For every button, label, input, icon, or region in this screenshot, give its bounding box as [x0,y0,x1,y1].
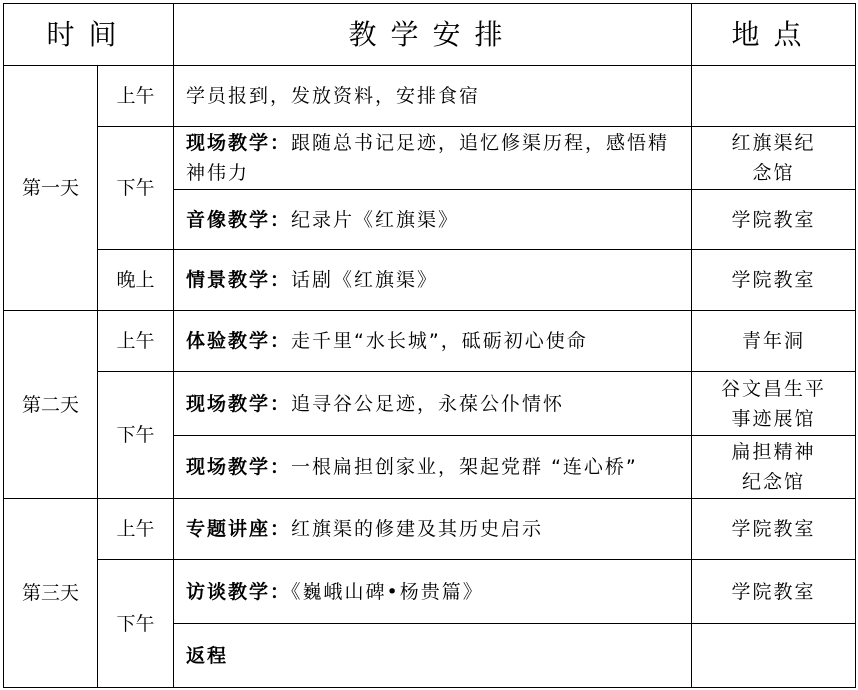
arrangement-label: 现场教学： [186,456,292,478]
day-cell: 第一天 [4,66,98,311]
arrangement-cell [174,127,692,190]
header-row [4,4,856,66]
arrangement-label: 音像教学： [186,208,292,231]
place-cell: 红旗渠纪念馆 [692,127,856,190]
period-cell: 上午 [98,499,174,560]
table-row [4,127,856,190]
arrangement-cell [174,624,692,688]
period-cell: 下午 [98,560,174,688]
arrangement-cell [174,499,692,560]
arrangement-cell [174,436,692,499]
table-row [4,499,856,560]
arrangement-label: 返程 [186,644,229,667]
place-cell: 青年洞 [692,311,856,372]
arrangement-text: 纪录片《红旗渠》 [291,208,460,231]
table-row [4,560,856,624]
arrangement-label: 体验教学： [186,330,292,352]
arrangement-text: 追寻谷公足迹，永葆公仆情怀 [291,392,565,415]
arrangement-text: 一根扁担创家业，架起党群 “连心桥” [291,456,638,478]
table-row [4,311,856,372]
period-cell: 下午 [98,127,174,250]
table-row [4,66,856,127]
header-time: 时间 [4,4,174,66]
table-row [4,250,856,311]
arrangement-cell [174,190,692,250]
arrangement-text: 走千里“水长城”，砥砺初心使命 [291,330,588,352]
arrangement-text: 《巍峨山碑•杨贵篇》 [291,580,484,603]
place-cell: 学院教室 [692,560,856,624]
arrangement-cell [174,311,692,372]
arrangement-text: 跟随总书记足迹，追忆修渠历程，感悟精神伟力 [186,132,670,184]
arrangement-label: 现场教学： [186,132,292,154]
header-arrangement: 教学安排 [174,4,692,66]
place-cell [692,624,856,688]
day-cell: 第三天 [4,499,98,688]
arrangement-label: 现场教学： [186,392,292,415]
table-row [4,372,856,436]
period-cell: 下午 [98,372,174,499]
schedule-table [3,3,856,688]
arrangement-label: 专题讲座： [186,518,292,540]
arrangement-cell [174,66,692,127]
period-cell: 上午 [98,66,174,127]
place-cell: 学院教室 [692,190,856,250]
arrangement-cell [174,560,692,624]
arrangement-cell [174,250,692,311]
arrangement-label: 情景教学： [186,269,292,291]
arrangement-text: 红旗渠的修建及其历史启示 [291,518,544,540]
arrangement-text: 学员报到，发放资料，安排食宿 [186,85,481,107]
place-cell [692,66,856,127]
period-cell: 上午 [98,311,174,372]
arrangement-text: 话剧《红旗渠》 [291,269,439,291]
place-cell: 学院教室 [692,250,856,311]
day-cell: 第二天 [4,311,98,499]
arrangement-label: 访谈教学： [186,580,292,603]
place-cell: 学院教室 [692,499,856,560]
place-cell: 扁担精神纪念馆 [692,436,856,499]
place-cell: 谷文昌生平事迹展馆 [692,372,856,436]
period-cell: 晚上 [98,250,174,311]
arrangement-cell [174,372,692,436]
header-place: 地点 [692,4,856,66]
